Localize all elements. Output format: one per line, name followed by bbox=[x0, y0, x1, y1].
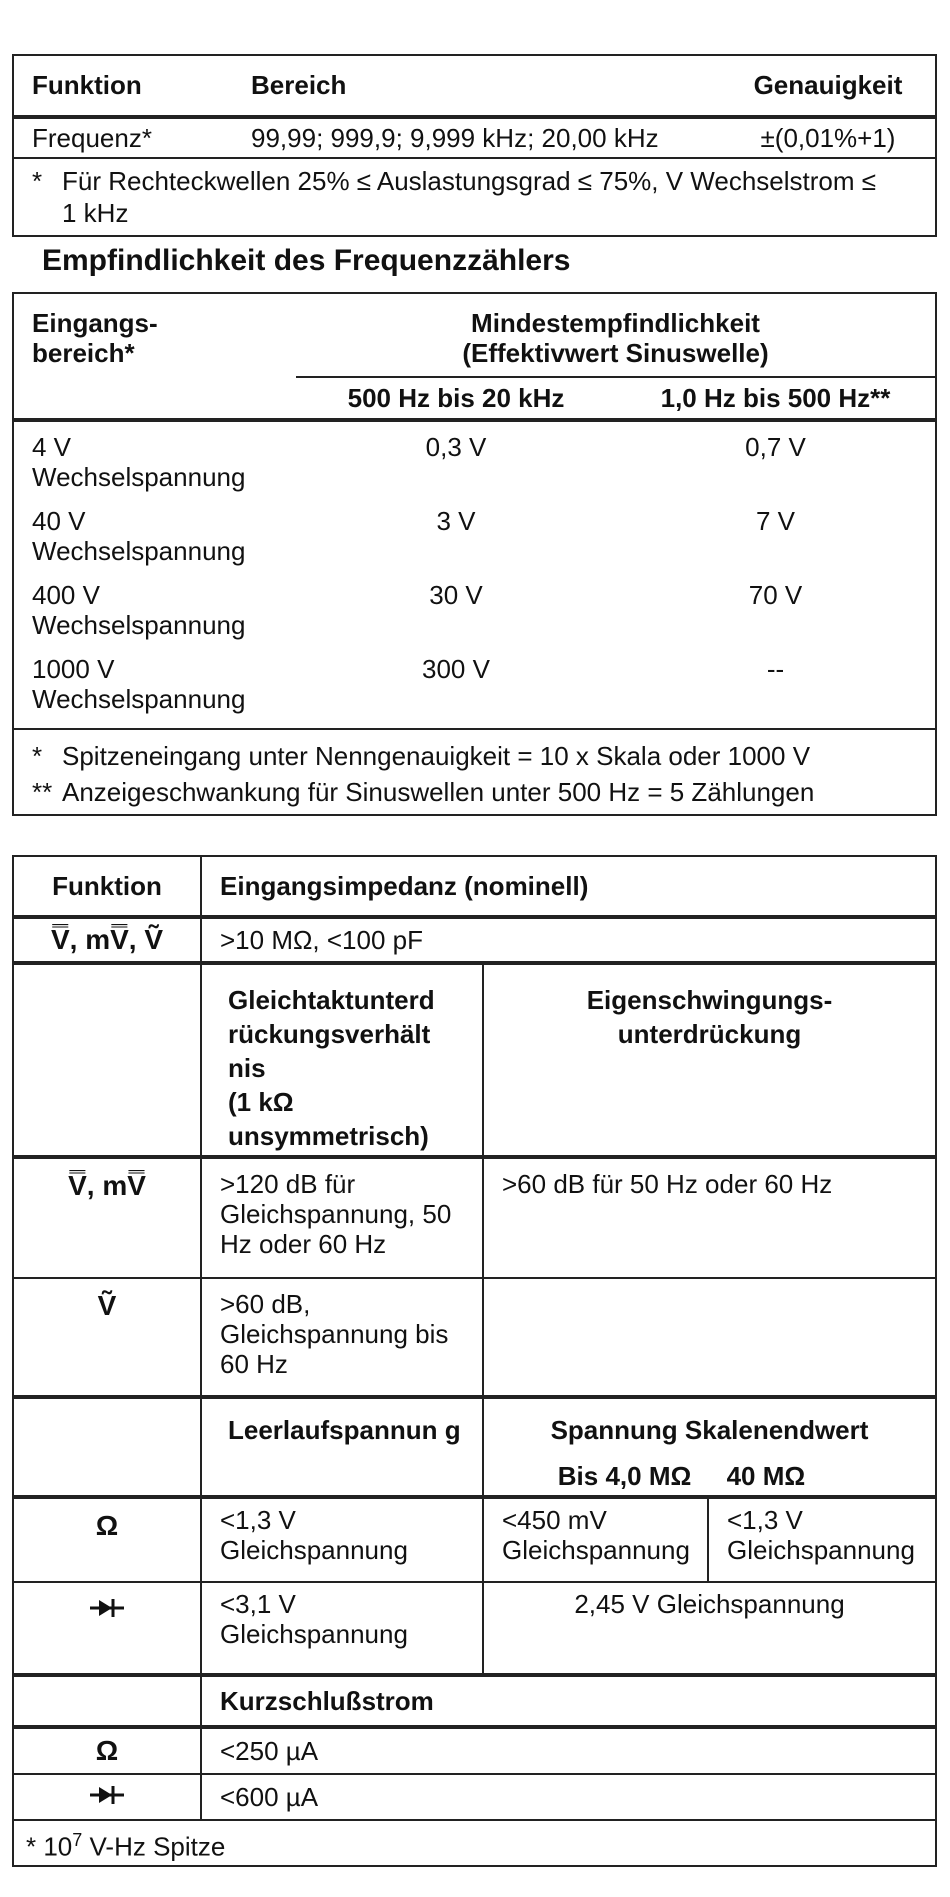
sub-header-row bbox=[13, 1675, 936, 1727]
footnote-prefix: * 10 bbox=[26, 1831, 73, 1862]
header-common-mode-rejection bbox=[201, 963, 483, 1157]
footnote-exponent: 7 bbox=[72, 1829, 83, 1850]
sub-header-40mohm: 40 MΩ bbox=[726, 1461, 806, 1491]
footnote-text bbox=[62, 165, 876, 229]
table-row bbox=[13, 1497, 936, 1582]
footnote-suffix: V-Hz Spitze bbox=[82, 1831, 226, 1862]
footnote-marker: * bbox=[32, 741, 43, 771]
diode-symbol-svg bbox=[90, 1597, 124, 1619]
cell-sensitivity-low: 0,7 V bbox=[745, 432, 806, 462]
table-row bbox=[13, 1157, 936, 1278]
section-title: Empfindlichkeit des Frequenzzählers bbox=[42, 244, 571, 277]
table-row bbox=[13, 1727, 936, 1774]
cell-sensitivity-high: 30 V bbox=[429, 580, 483, 610]
footnote-line-2: 1 kHz bbox=[62, 198, 129, 228]
cell-sensitivity-high: 300 V bbox=[296, 654, 616, 729]
footnote bbox=[13, 158, 936, 236]
table-row bbox=[13, 1774, 936, 1820]
cell-dc-cmrr: >120 dB für Gleichspannung, 50 Hz oder 60 Hz bbox=[201, 1157, 483, 1278]
column-header-accuracy: Genauigkeit bbox=[721, 55, 936, 117]
column-header-function: Funktion bbox=[13, 856, 201, 917]
header-open-circuit-voltage: Leerlaufspannun g bbox=[201, 1397, 483, 1497]
symbol-volts-all: V̿, mV̿, Ṽ bbox=[13, 917, 201, 963]
footnote-marker: * bbox=[32, 166, 43, 196]
cell-accuracy: ±(0,01%+1) bbox=[721, 117, 936, 158]
symbol-volts-dc: V̿, mV̿ bbox=[13, 1157, 201, 1278]
diode-icon bbox=[13, 1774, 201, 1820]
column-header-input-impedance: Eingangsimpedanz (nominell) bbox=[201, 856, 936, 917]
footnote-text: Spitzeneingang unter Nenngenauigkeit = 10 x Skala oder 1000 V bbox=[62, 741, 811, 771]
footnote-row bbox=[13, 1820, 936, 1866]
cell-ohm-short-circuit: <250 µA bbox=[201, 1727, 936, 1774]
cell-range: 99,99; 999,9; 9,999 kHz; 20,00 kHz bbox=[237, 117, 721, 158]
group-header-line-2: (Effektivwert Sinuswelle) bbox=[462, 338, 769, 368]
column-header-range: Bereich bbox=[237, 55, 721, 117]
range-unit: Wechselspannung bbox=[32, 610, 246, 640]
empty-cell bbox=[13, 1397, 201, 1497]
cell-sensitivity-low: 70 V bbox=[748, 580, 803, 610]
range-value: 400 V bbox=[32, 580, 100, 610]
cell-ohm-full-scale-40mohm: <1,3 V Gleichspannung bbox=[708, 1497, 936, 1582]
table-row bbox=[13, 420, 936, 506]
cell-sensitivity-low: -- bbox=[616, 654, 936, 729]
cell-range bbox=[13, 506, 296, 580]
diode-icon bbox=[13, 1582, 201, 1675]
footnote-row bbox=[13, 158, 936, 236]
ohm-symbol: Ω bbox=[13, 1497, 201, 1582]
footnotes bbox=[13, 729, 936, 815]
footnote-2 bbox=[32, 774, 935, 810]
cell-function: Frequenz* bbox=[13, 117, 237, 158]
sub-header-row bbox=[13, 1397, 936, 1497]
cell-ohm-open-circuit: <1,3 V Gleichspannung bbox=[201, 1497, 483, 1582]
cell-range bbox=[13, 654, 296, 729]
table-header-row bbox=[13, 293, 936, 377]
header-text: Gleichtaktunterd rückungsverhält nis bbox=[228, 985, 435, 1083]
header-line-2: bereich* bbox=[32, 338, 135, 368]
ohm-symbol: Ω bbox=[13, 1727, 201, 1774]
cell-sensitivity-low: 7 V bbox=[755, 506, 796, 536]
header-text: Spannung Skalenendwert bbox=[550, 1415, 869, 1445]
empty-cell bbox=[13, 963, 201, 1157]
table-row bbox=[13, 917, 936, 963]
cell-range bbox=[13, 420, 296, 506]
footnote-text: Anzeigeschwankung für Sinuswellen unter 500 Hz = 5 Zählungen bbox=[62, 777, 815, 807]
cell-impedance-value: >10 MΩ, <100 pF bbox=[201, 917, 936, 963]
cell-dc-nmrr: >60 dB für 50 Hz oder 60 Hz bbox=[483, 1157, 936, 1278]
header-full-scale-voltage bbox=[483, 1397, 936, 1497]
range-unit: Wechselspannung bbox=[32, 462, 246, 492]
table-row bbox=[13, 1582, 936, 1675]
symbol-volts-ac: Ṽ bbox=[13, 1278, 201, 1397]
cell-sensitivity-high: 3 V bbox=[436, 506, 476, 536]
column-header-input-range bbox=[13, 293, 296, 420]
cell-diode-full-scale: 2,45 V Gleichspannung bbox=[483, 1582, 936, 1675]
sub-header-500hz-20khz: 500 Hz bis 20 kHz bbox=[296, 377, 616, 420]
table-row bbox=[13, 506, 936, 580]
cell-ac-cmrr: >60 dB, Gleichspannung bis 60 Hz bbox=[201, 1278, 483, 1397]
range-unit: Wechselspannung bbox=[32, 536, 246, 566]
sub-header-up-to-4mohm bbox=[558, 1459, 805, 1493]
table-row bbox=[13, 654, 936, 729]
sub-header-1hz-500hz: 1,0 Hz bis 500 Hz** bbox=[616, 377, 936, 420]
column-header-function: Funktion bbox=[13, 55, 237, 117]
empty-cell bbox=[13, 1675, 201, 1727]
diode-symbol-svg bbox=[90, 1784, 124, 1806]
footnote-marker: ** bbox=[32, 777, 53, 807]
column-group-header-min-sensitivity bbox=[296, 293, 936, 377]
sub-header-row bbox=[13, 963, 936, 1157]
range-value: 40 V bbox=[32, 506, 86, 536]
table-header-row bbox=[13, 55, 936, 117]
range-unit: Wechselspannung bbox=[32, 684, 246, 714]
table-row bbox=[13, 117, 936, 158]
header-normal-mode-rejection: Eigenschwingungs- unterdrückung bbox=[483, 963, 936, 1157]
table-header-row bbox=[13, 856, 936, 917]
table-row bbox=[13, 1278, 936, 1397]
frequency-spec-table bbox=[12, 54, 937, 237]
footnote-1 bbox=[32, 738, 935, 774]
footnote-line-1: Für Rechteckwellen 25% ≤ Auslastungsgrad ≤ 75%, V Wechselstrom ≤ bbox=[62, 166, 877, 196]
header-subtext: (1 kΩ unsymmetrisch) bbox=[228, 1087, 429, 1151]
footnote bbox=[13, 1820, 936, 1866]
sub-header-text: Bis 4,0 MΩ bbox=[557, 1461, 692, 1491]
range-value: 4 V bbox=[32, 432, 72, 462]
cell-diode-open-circuit: <3,1 V Gleichspannung bbox=[201, 1582, 483, 1675]
cell-diode-short-circuit: <600 µA bbox=[201, 1774, 936, 1820]
cell-ohm-full-scale-4mohm: <450 mV Gleichspannung bbox=[483, 1497, 708, 1582]
group-header-line-1: Mindestempfindlichkeit bbox=[471, 308, 760, 338]
cell-range bbox=[13, 580, 296, 654]
cell-sensitivity-high: 0,3 V bbox=[425, 432, 487, 462]
header-line-1: Eingangs- bbox=[32, 308, 158, 338]
empty-cell bbox=[483, 1278, 936, 1397]
frequency-counter-sensitivity-table bbox=[12, 292, 937, 816]
footnote-row bbox=[13, 729, 936, 815]
range-value: 1000 V bbox=[32, 654, 115, 684]
table-row bbox=[13, 580, 936, 654]
input-impedance-table bbox=[12, 855, 937, 1867]
header-short-circuit-current: Kurzschlußstrom bbox=[201, 1675, 936, 1727]
